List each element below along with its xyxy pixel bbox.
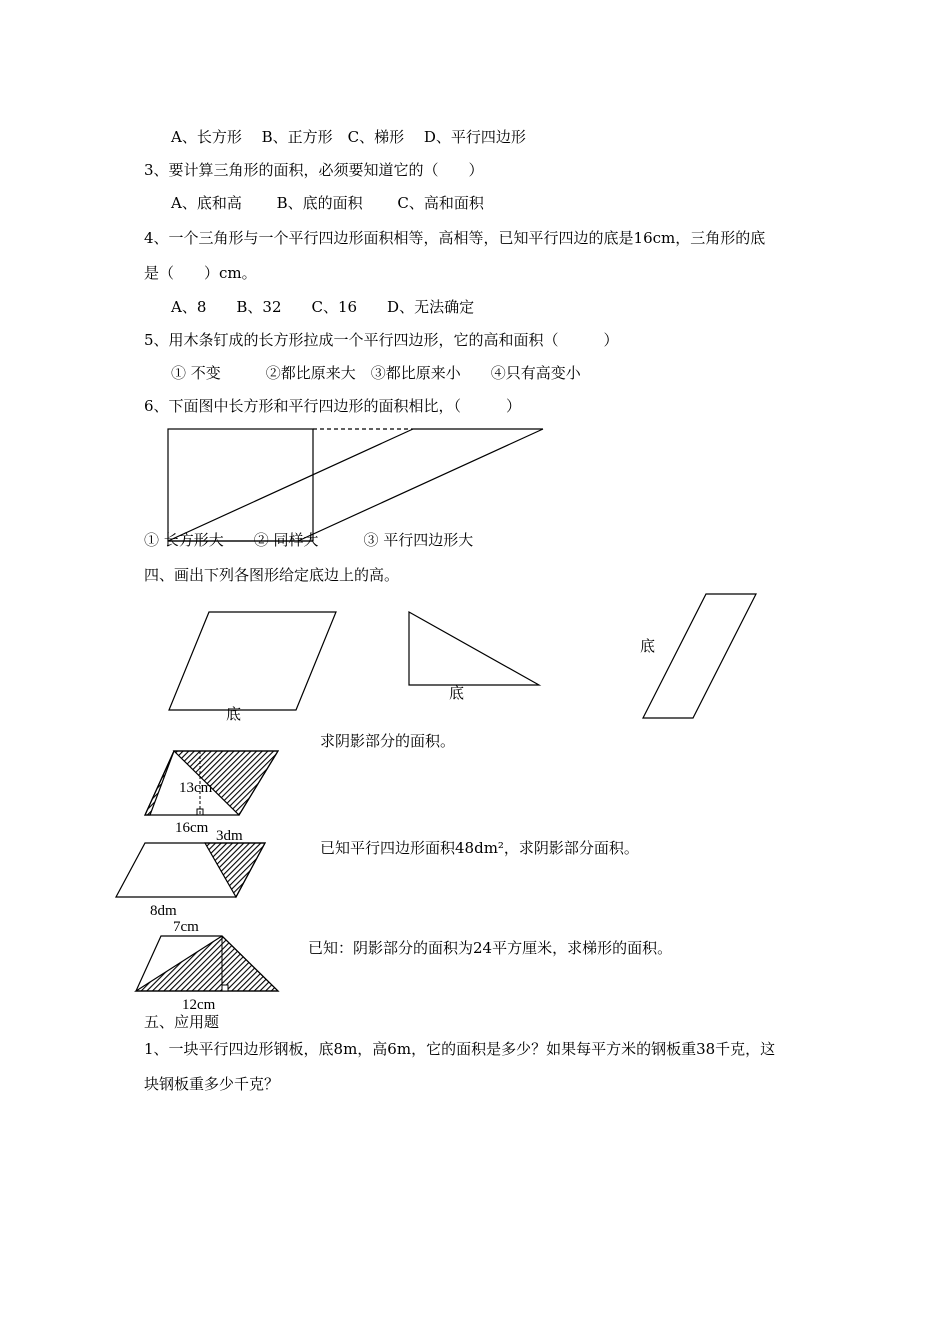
section5-q1-line2: 块钢板重多少千克？ (144, 1075, 280, 1093)
q6-figure (168, 429, 543, 541)
parallelogram-shape-1 (169, 612, 336, 710)
q6-parallelogram-left (168, 429, 413, 541)
q5-question: 5、用木条钉成的长方形拉成一个平行四边形，它的高和面积（ ） (144, 331, 619, 349)
fig3-base-label: 12cm (182, 997, 216, 1013)
q4-question-line1: 4、一个三角形与一个平行四边形面积相等，高相等，已知平行四边的底是16cm，三角形的底 (144, 229, 766, 247)
base-label-triangle: 底 (449, 684, 465, 702)
shaded-area-title: 求阴影部分的面积。 (320, 732, 456, 750)
q6-options: ① 长方形大 ② 同样大 ③ 平行四边形大 (144, 531, 474, 549)
section4-title: 四、画出下列各图形给定底边上的高。 (144, 566, 400, 584)
q6-parallelogram-right (298, 429, 543, 541)
q4-question-line2: 是（ ）cm。 (144, 264, 257, 282)
fig3-right-angle (222, 985, 228, 991)
q4-options: A、8 B、32 C、16 D、无法确定 (171, 298, 475, 316)
base-label-parallelogram-1: 底 (226, 705, 242, 723)
shaded-figure-3 (136, 936, 278, 991)
q3-options: A、底和高 B、底的面积 C、高和面积 (171, 194, 484, 212)
fig1-height-label: 13cm (179, 780, 213, 796)
parallelogram-shape-2 (643, 594, 756, 718)
fig3-question: 已知：阴影部分的面积为24平方厘米，求梯形的面积。 (308, 939, 673, 957)
fig1-base-label: 16cm (175, 820, 209, 836)
fig2-top-label: 3dm (216, 828, 243, 844)
fig2-question: 已知平行四边形面积48dm²，求阴影部分面积。 (320, 839, 639, 857)
fig2-base-label: 8dm (150, 903, 177, 919)
section5-title: 五、应用题 (144, 1013, 220, 1031)
q5-options: ① 不变 ②都比原来大 ③都比原来小 ④只有高变小 (171, 364, 581, 382)
base-label-parallelogram-2: 底 (640, 637, 656, 655)
right-triangle-shape (409, 612, 539, 685)
fig3-top-label: 7cm (173, 919, 199, 935)
shaded-figure-2 (116, 843, 265, 897)
q6-question: 6、下面图中长方形和平行四边形的面积相比，（ ） (144, 397, 522, 415)
section5-q1-line1: 1、一块平行四边形钢板，底8m，高6m，它的面积是多少？如果每平方米的钢板重38千克，这 (144, 1040, 776, 1058)
fig2-shaded-triangle (205, 843, 265, 897)
q2-options: A、长方形 B、正方形 C、梯形 D、平行四边形 (171, 128, 526, 146)
q3-question: 3、要计算三角形的面积，必须要知道它的（ ） (144, 161, 484, 179)
